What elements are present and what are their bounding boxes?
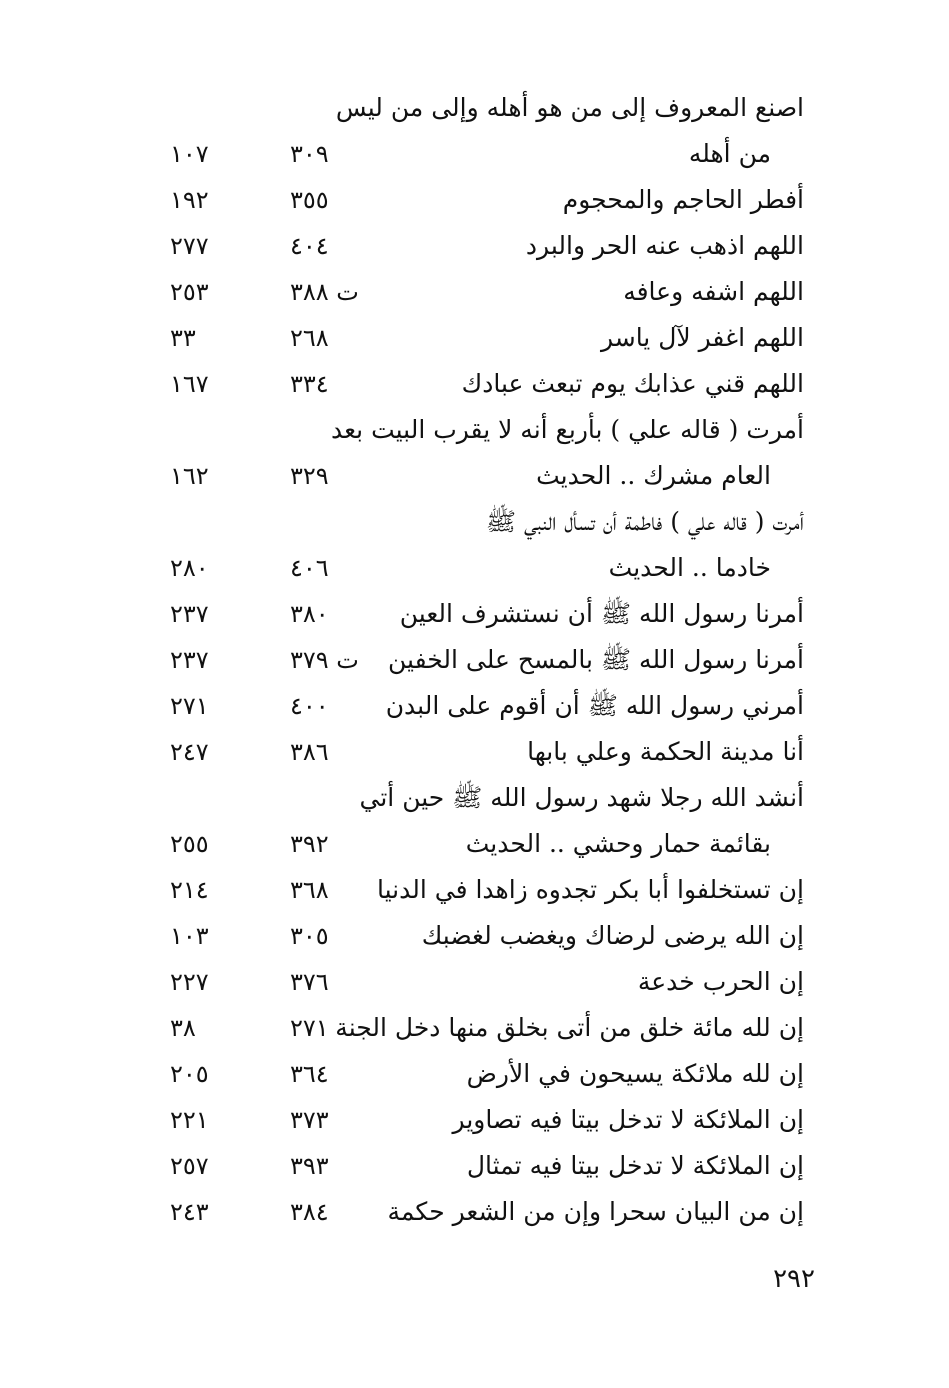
index-entry <box>0 1008 949 1052</box>
hadith-text: إن لله ملائكة يسيحون في الأرض <box>466 1059 804 1088</box>
page-reference: ٣٧٦ <box>290 968 329 996</box>
item-reference: ٢٥٥ <box>170 830 209 858</box>
index-entry <box>0 870 949 914</box>
page-reference: ت ٣٨٨ <box>290 278 359 306</box>
hadith-text: إن الحرب خدعة <box>637 967 804 996</box>
index-entry <box>0 916 949 960</box>
index-entry <box>0 502 949 546</box>
item-reference: ١٦٧ <box>170 370 209 398</box>
hadith-text: إن تستخلفوا أبا بكر تجدوه زاهدا في الدنيا <box>377 875 804 904</box>
page-reference: ٣٠٩ <box>290 140 329 168</box>
hadith-text: إن الله يرضى لرضاك ويغضب لغضبك <box>421 921 804 950</box>
index-entry <box>0 1100 949 1144</box>
index-entry <box>0 1192 949 1236</box>
hadith-text: اللهم اغفر لآل ياسر <box>600 323 804 352</box>
hadith-text: إن الملائكة لا تدخل بيتا فيه تصاوير <box>452 1105 804 1134</box>
item-reference: ٢٥٧ <box>170 1152 209 1180</box>
hadith-text: أمرنا رسول الله ﷺ أن نستشرف العين <box>399 599 804 628</box>
hadith-text: إن لله مائة خلق من أتى بخلق منها دخل الجنة <box>335 1013 804 1042</box>
hadith-text: اللهم اشفه وعافه <box>623 277 804 306</box>
index-entry <box>0 318 949 362</box>
index-entry <box>0 226 949 270</box>
index-entry <box>0 686 949 730</box>
page-reference: ٣٩٢ <box>290 830 329 858</box>
page-number: ٢٩٢ <box>773 1264 815 1294</box>
index-entry <box>0 1146 949 1190</box>
index-entry <box>0 88 949 132</box>
page-reference: ٣٨٦ <box>290 738 329 766</box>
hadith-text: أمرنا رسول الله ﷺ بالمسح على الخفين <box>388 645 804 674</box>
index-entry <box>0 962 949 1006</box>
hadith-text: من أهله <box>688 139 771 168</box>
page-reference: ٣٠٥ <box>290 922 329 950</box>
page-reference: ٣٩٣ <box>290 1152 329 1180</box>
index-entry <box>0 134 949 178</box>
index-entry <box>0 594 949 638</box>
item-reference: ٢٧٧ <box>170 232 209 260</box>
index-entry <box>0 272 949 316</box>
hadith-text: اصنع المعروف إلى من هو أهله وإلى من ليس <box>335 93 804 122</box>
index-entry <box>0 1054 949 1098</box>
item-reference: ٢١٤ <box>170 876 209 904</box>
page-reference: ٢٦٨ <box>290 324 329 352</box>
hadith-text: أفطر الحاجم والمحجوم <box>562 185 804 214</box>
hadith-text: أمرت ( قاله علي ) فاطمة أن تسأل النبي ﷺ <box>485 507 804 536</box>
item-reference: ٢٤٣ <box>170 1198 209 1226</box>
index-entry <box>0 640 949 684</box>
page-reference: ٤٠٠ <box>290 692 329 720</box>
page-reference: ٣٨٠ <box>290 600 329 628</box>
index-entry <box>0 456 949 500</box>
item-reference: ٢٨٠ <box>170 554 209 582</box>
hadith-text: العام مشرك .. الحديث <box>536 461 771 490</box>
hadith-text: أمرت ( قاله علي ) بأربع أنه لا يقرب البيت بعد <box>330 415 804 444</box>
page-reference: ٣٦٤ <box>290 1060 329 1088</box>
page-reference: ٤٠٤ <box>290 232 329 260</box>
item-reference: ١٩٢ <box>170 186 209 214</box>
page-reference: ٣٥٥ <box>290 186 329 214</box>
item-reference: ٢٥٣ <box>170 278 209 306</box>
hadith-text: بقائمة حمار وحشي .. الحديث <box>465 829 771 858</box>
hadith-text: خادما .. الحديث <box>608 553 771 582</box>
index-entry <box>0 410 949 454</box>
hadith-text: إن من البيان سحرا وإن من الشعر حكمة <box>387 1197 804 1226</box>
page-reference: ٣٢٩ <box>290 462 329 490</box>
item-reference: ٢٢٧ <box>170 968 209 996</box>
page-reference: ٣٦٨ <box>290 876 329 904</box>
item-reference: ٢٢١ <box>170 1106 209 1134</box>
item-reference: ١٠٧ <box>170 140 209 168</box>
index-entry <box>0 548 949 592</box>
page-reference: ٣٨٤ <box>290 1198 329 1226</box>
item-reference: ٢٣٧ <box>170 646 209 674</box>
item-reference: ٣٨ <box>170 1014 196 1042</box>
page-reference: ٢٧١ <box>290 1014 329 1042</box>
hadith-text: إن الملائكة لا تدخل بيتا فيه تمثال <box>466 1151 804 1180</box>
item-reference: ٢٠٥ <box>170 1060 209 1088</box>
index-entry <box>0 824 949 868</box>
item-reference: ٢٧١ <box>170 692 209 720</box>
hadith-text: اللهم قني عذابك يوم تبعث عبادك <box>461 369 804 398</box>
hadith-text: أنشد الله رجلا شهد رسول الله ﷺ حين أتي <box>359 783 804 812</box>
hadith-text: اللهم اذهب عنه الحر والبرد <box>525 231 804 260</box>
hadith-text: أنا مدينة الحكمة وعلي بابها <box>527 737 804 766</box>
page-reference: ٤٠٦ <box>290 554 329 582</box>
item-reference: ٢٣٧ <box>170 600 209 628</box>
hadith-text: أمرني رسول الله ﷺ أن أقوم على البدن <box>385 691 804 720</box>
index-entry <box>0 364 949 408</box>
item-reference: ٣٣ <box>170 324 196 352</box>
index-entry <box>0 180 949 224</box>
page-reference: ت ٣٧٩ <box>290 646 359 674</box>
item-reference: ١٠٣ <box>170 922 209 950</box>
index-entry <box>0 778 949 822</box>
item-reference: ٢٤٧ <box>170 738 209 766</box>
index-entry <box>0 732 949 776</box>
page-reference: ٣٣٤ <box>290 370 329 398</box>
page-reference: ٣٧٣ <box>290 1106 329 1134</box>
item-reference: ١٦٢ <box>170 462 209 490</box>
